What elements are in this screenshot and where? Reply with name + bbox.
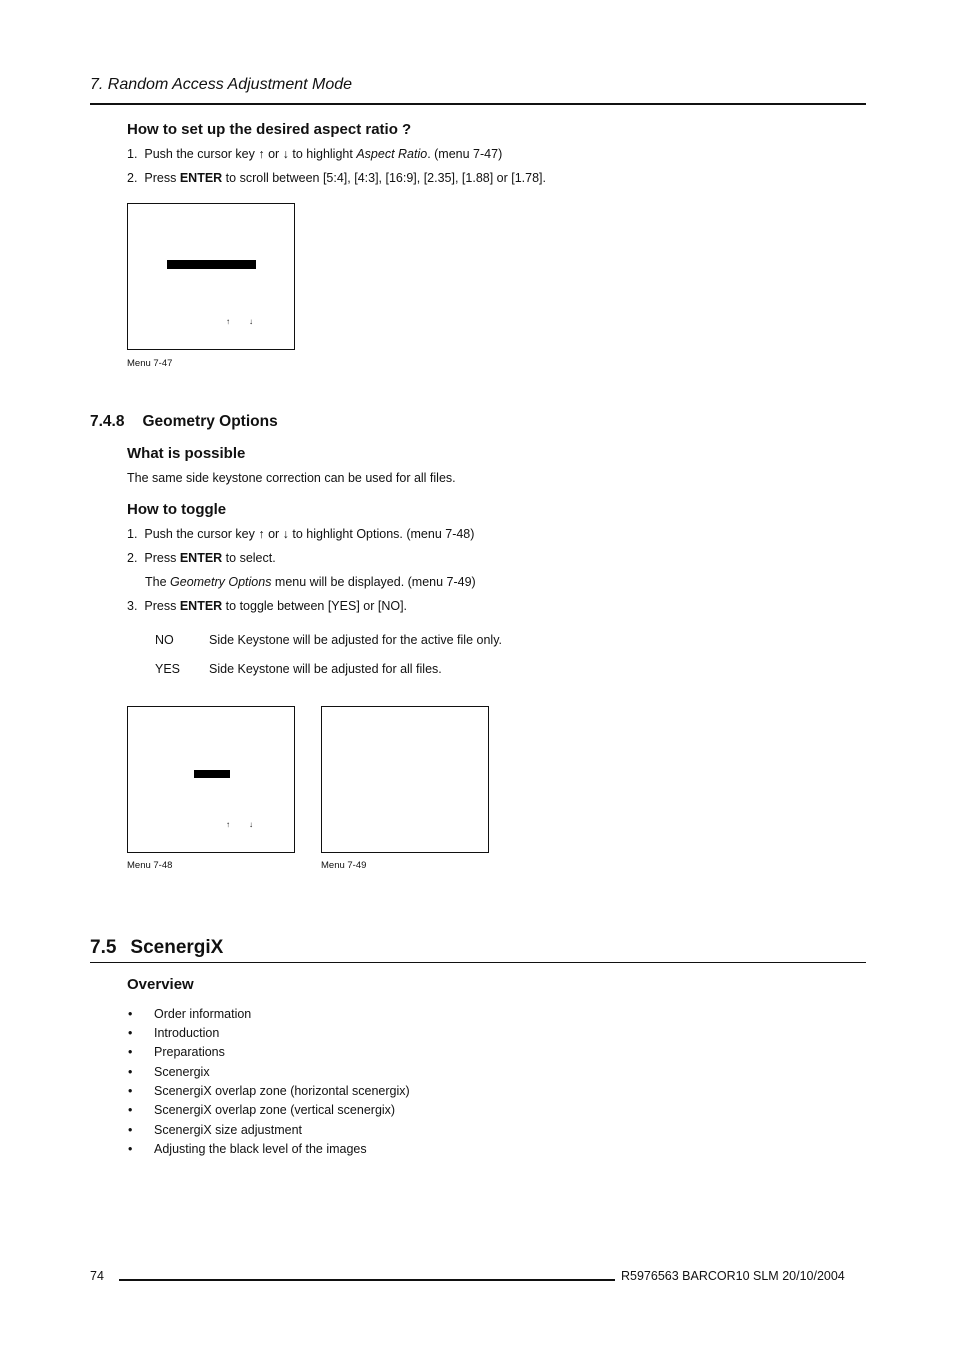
highlight-bar [167, 260, 256, 269]
toggle-step-2-note [145, 575, 476, 589]
subheading-possible: What is possible [127, 445, 246, 462]
menu-7-47-image [127, 203, 295, 350]
step-number: 3. [127, 599, 138, 613]
list-item: Adjusting the black level of the images [154, 1142, 367, 1156]
step-text: Press [144, 599, 180, 613]
step-text: to highlight Options. (menu 7-48) [288, 527, 475, 541]
list-item: Preparations [154, 1045, 225, 1059]
step-text: to scroll between [5:4], [4:3], [16:9], [2.35], [1.88] or [1.78]. [222, 171, 547, 185]
up-arrow-icon: ↑ [226, 317, 230, 326]
toggle-step-1 [127, 527, 474, 541]
bullet-icon: • [128, 1045, 133, 1059]
step-text: Push the cursor key [144, 147, 259, 161]
list-item: ScenergiX overlap zone (vertical scenergix) [154, 1103, 396, 1117]
option-key: NO [155, 633, 174, 647]
step-text: Press [144, 171, 180, 185]
step-text: or [264, 527, 283, 541]
step-text: Push the cursor key [144, 527, 259, 541]
section-title: ScenergiX [130, 937, 224, 958]
footer-rule [119, 1279, 615, 1281]
step-text: menu will be displayed. (menu 7-49) [271, 575, 476, 589]
menu-name: Geometry Options [170, 575, 272, 589]
key-name: ENTER [179, 171, 223, 185]
menu-caption: Menu 7-47 [127, 358, 173, 369]
section-number: 7.4.8 [90, 413, 125, 430]
menu-7-48-image [127, 706, 295, 853]
key-name: ENTER [179, 551, 223, 565]
aspect-heading: How to set up the desired aspect ratio ? [127, 121, 412, 138]
bullet-icon: • [128, 1084, 133, 1098]
document-reference: R5976563 BARCOR10 SLM 20/10/2004 [621, 1269, 845, 1283]
down-arrow-icon: ↓ [249, 820, 253, 829]
subheading-toggle: How to toggle [127, 501, 227, 518]
step-number: 1. [127, 147, 138, 161]
aspect-step-2 [127, 171, 546, 185]
header-rule [90, 103, 866, 105]
option-desc: Side Keystone will be adjusted for the active file only. [209, 633, 502, 647]
step-number: 2. [127, 171, 138, 185]
up-arrow-icon: ↑ [258, 147, 265, 161]
section-rule [90, 962, 866, 963]
subheading-overview: Overview [127, 976, 194, 993]
aspect-step-1 [127, 147, 502, 161]
option-desc: Side Keystone will be adjusted for all files. [209, 662, 442, 676]
bullet-icon: • [128, 1026, 133, 1040]
up-arrow-icon: ↑ [226, 820, 230, 829]
menu-item-name: Aspect Ratio [356, 147, 428, 161]
step-text: to select. [222, 551, 276, 565]
chapter-section-heading [90, 937, 223, 959]
step-number: 1. [127, 527, 138, 541]
highlight-bar [194, 770, 230, 778]
step-text: to toggle between [YES] or [NO]. [222, 599, 408, 613]
toggle-step-3 [127, 599, 407, 613]
bullet-icon: • [128, 1007, 133, 1021]
down-arrow-icon: ↓ [249, 317, 253, 326]
bullet-icon: • [128, 1142, 133, 1156]
list-item: Introduction [154, 1026, 220, 1040]
menu-caption: Menu 7-48 [127, 860, 173, 871]
section-title: Geometry Options [142, 413, 278, 430]
section-heading [90, 413, 278, 431]
list-item: Scenergix [154, 1065, 210, 1079]
bullet-icon: • [128, 1065, 133, 1079]
step-number: 2. [127, 551, 138, 565]
toggle-step-2 [127, 551, 276, 565]
down-arrow-icon: ↓ [282, 527, 289, 541]
down-arrow-icon: ↓ [282, 147, 289, 161]
list-item: ScenergiX overlap zone (horizontal scenergix) [154, 1084, 410, 1098]
chapter-header: 7. Random Access Adjustment Mode [90, 76, 353, 93]
list-item: ScenergiX size adjustment [154, 1123, 302, 1137]
bullet-icon: • [128, 1103, 133, 1117]
step-text: Press [144, 551, 180, 565]
menu-caption: Menu 7-49 [321, 860, 367, 871]
step-text: The [145, 575, 171, 589]
up-arrow-icon: ↑ [258, 527, 265, 541]
page-number: 74 [90, 1269, 104, 1283]
step-text: to highlight [288, 147, 357, 161]
bullet-icon: • [128, 1123, 133, 1137]
option-key: YES [155, 662, 181, 676]
key-name: ENTER [179, 599, 223, 613]
paragraph: The same side keystone correction can be used for all files. [127, 471, 456, 485]
menu-7-49-image [321, 706, 489, 853]
step-text: . (menu 7-47) [427, 147, 503, 161]
step-text: or [264, 147, 283, 161]
list-item: Order information [154, 1007, 252, 1021]
section-number: 7.5 [90, 937, 117, 958]
